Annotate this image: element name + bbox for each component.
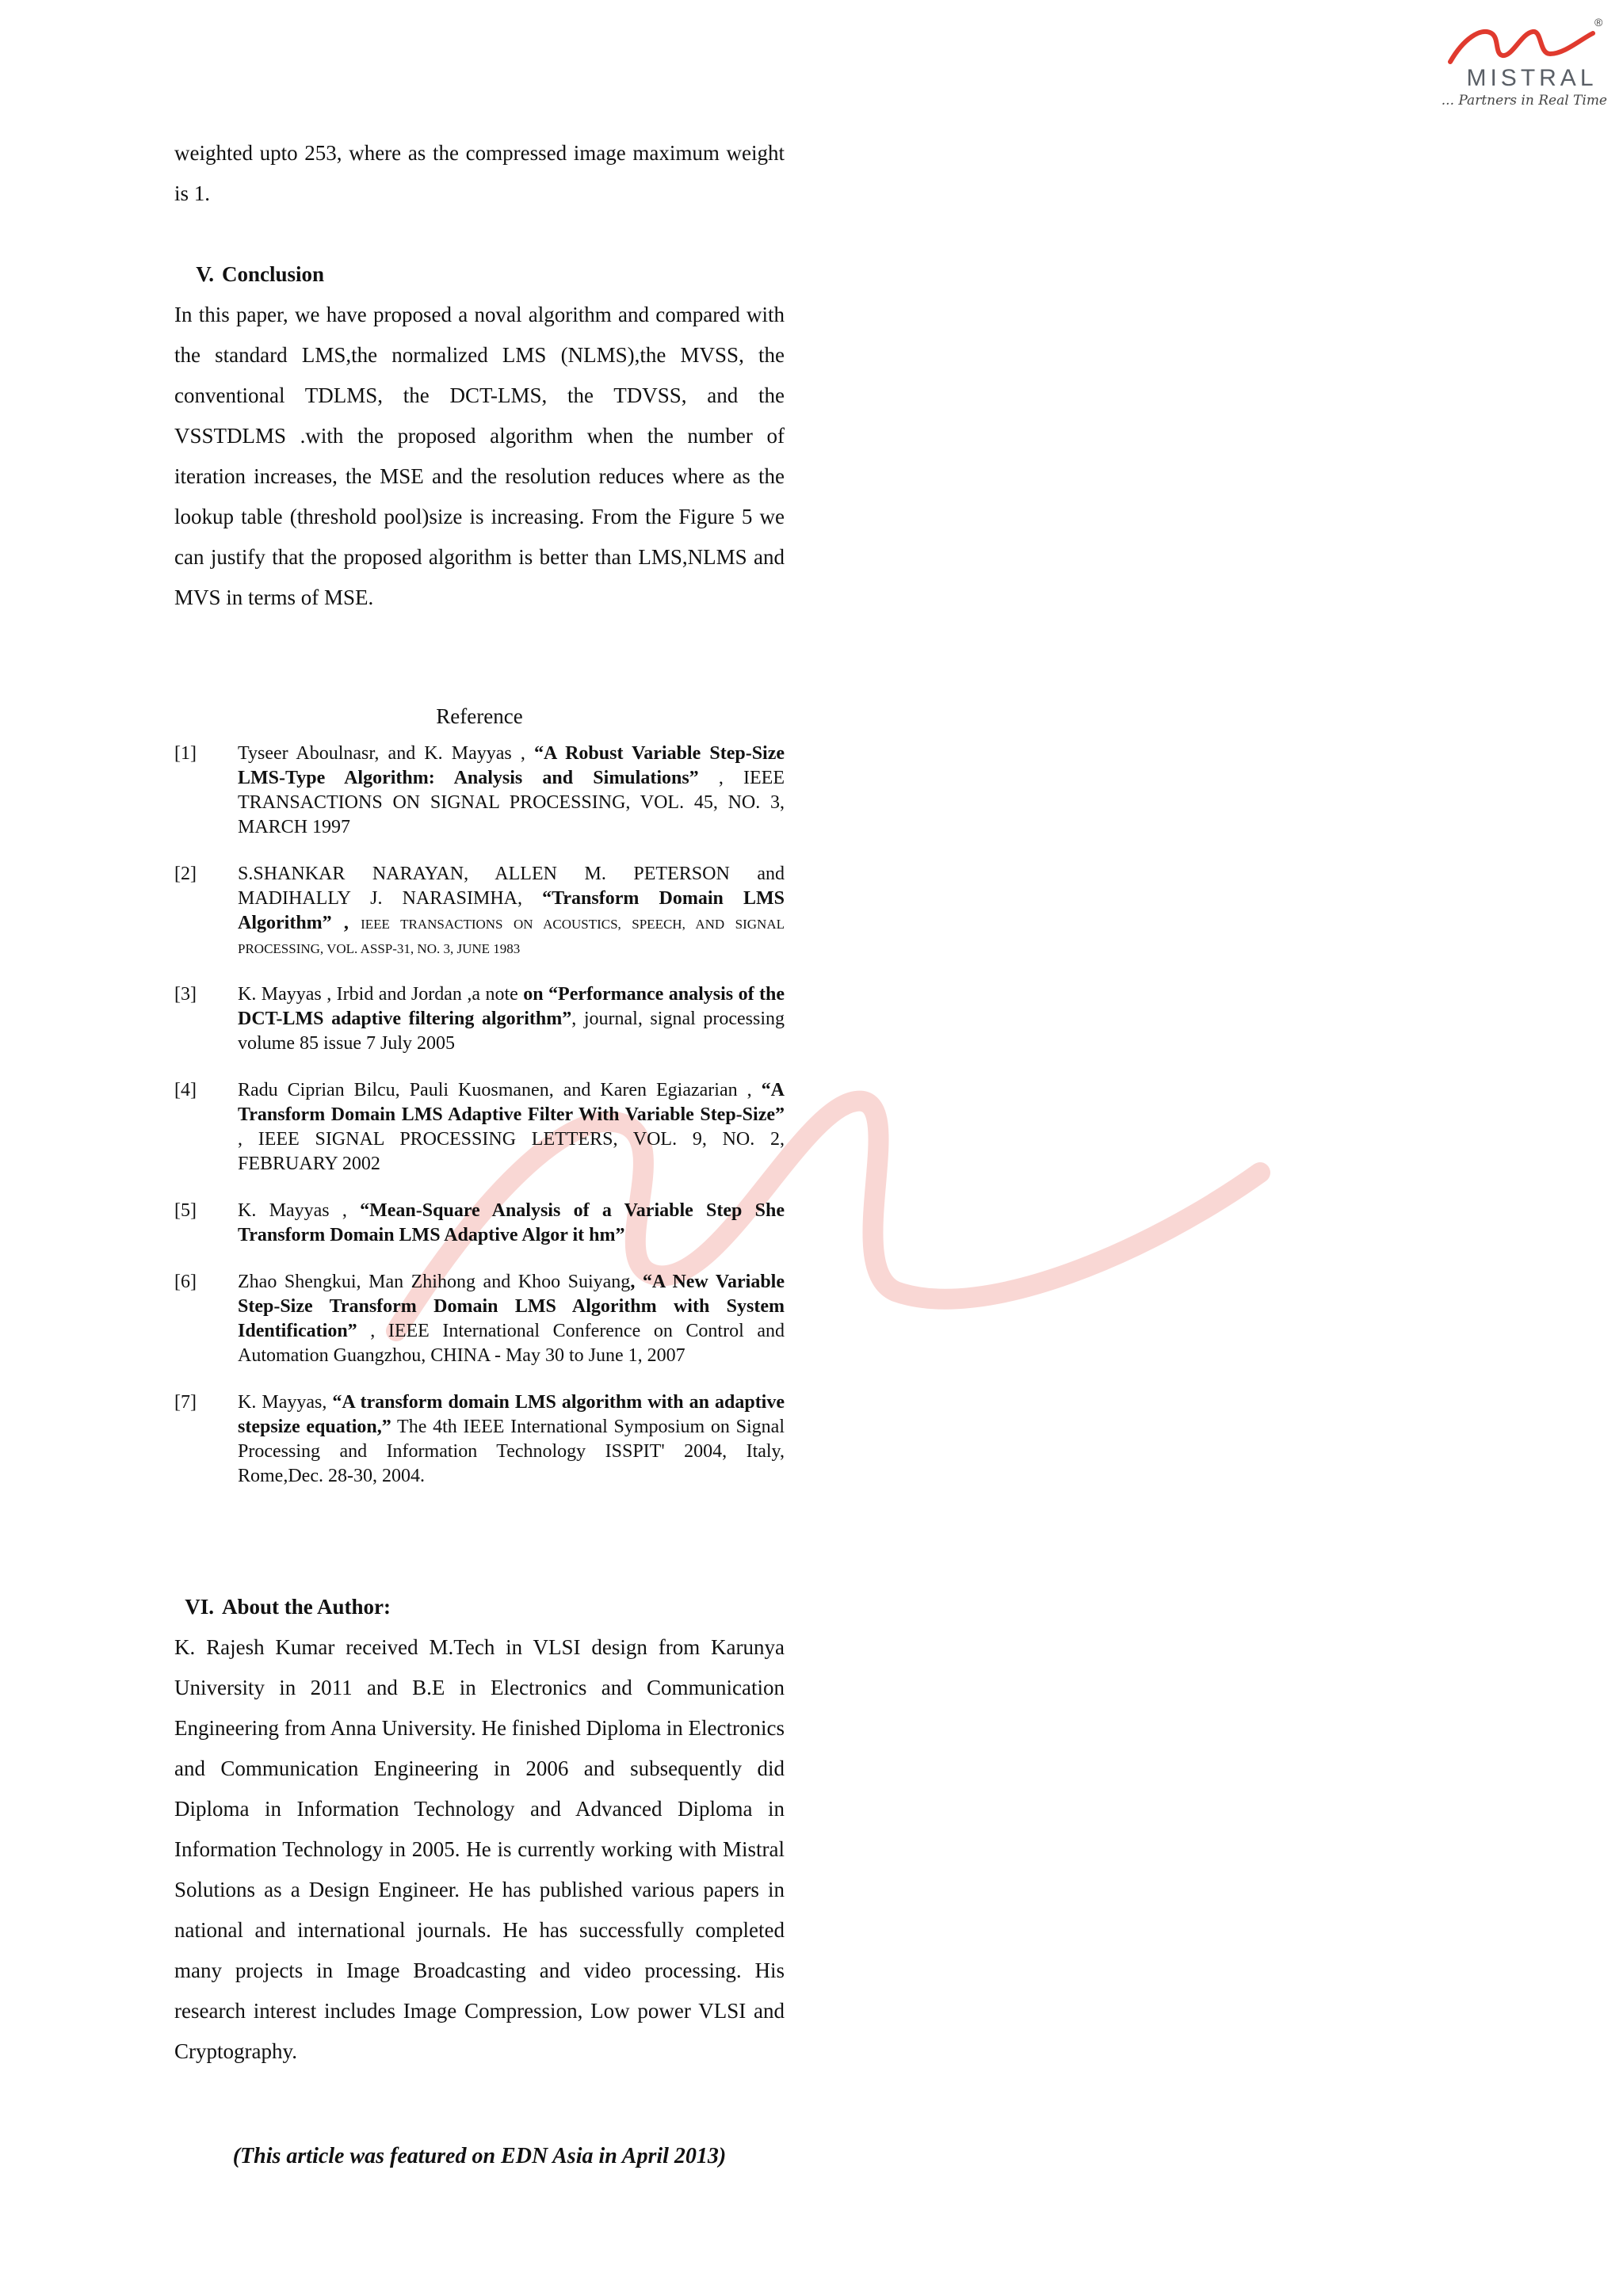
intro-section — [174, 133, 785, 214]
reference-title: “A Transform Domain LMS Adaptive Filter With Variable Step-Size” — [238, 1080, 785, 1125]
reference-authors: Radu Ciprian Bilcu, Pauli Kuosmanen, and Karen Egiazarian , — [238, 1080, 752, 1100]
conclusion-paragraph: In this paper, we have proposed a noval algorithm and compared with the standard LMS,the normalized LMS (NLMS),the MVSS, the conventional TDLMS, the DCT-LMS, the TDVSS, and the VSSTDLMS .with the proposed algorithm when the number of iteration increases, the MSE and the resolution reduces where as the lookup table (threshold pool)size is increasing. From the Figure 5 we can justify that the proposed algorithm is better than LMS,NLMS and MVS in terms of MSE. — [174, 303, 785, 609]
registered-mark: ® — [1594, 16, 1603, 29]
logo-tagline: ... Partners in Real Time — [1441, 93, 1607, 109]
reference-title: “A transform domain LMS algorithm with an adaptive stepsize equation,” — [238, 1392, 785, 1437]
conclusion-heading — [174, 258, 785, 290]
reference-item — [174, 742, 785, 840]
reference-number: [5] — [174, 1200, 197, 1221]
reference-authors: K. Mayyas , — [238, 1200, 347, 1221]
conclusion-title: Conclusion — [222, 262, 325, 286]
reference-source: , IEEE International Conference on Control and Automation Guangzhou, CHINA - May 30 to June 1, 2007 — [238, 1321, 785, 1366]
author-heading — [174, 1591, 785, 1623]
reference-title: “Transform Domain LMS Algorithm” , — [238, 888, 785, 933]
intro-paragraph: weighted upto 253, where as the compressed image maximum weight is 1. — [174, 141, 785, 205]
reference-item — [174, 1199, 785, 1248]
reference-item — [174, 1390, 785, 1489]
reference-list — [174, 742, 785, 1511]
reference-source: , IEEE TRANSACTIONS ON SIGNAL PROCESSING, VOL. 45, NO. 3, MARCH 1997 — [238, 768, 785, 837]
reference-authors: K. Mayyas , Irbid and Jordan ,a note — [238, 984, 518, 1005]
author-section — [174, 1591, 785, 2072]
reference-authors: S.SHANKAR NARAYAN, ALLEN M. PETERSON and MADIHALLY J. NARASIMHA, — [238, 864, 785, 909]
reference-number: [2] — [174, 864, 197, 884]
conclusion-section — [174, 258, 785, 618]
reference-authors: K. Mayyas, — [238, 1392, 327, 1413]
reference-title: on “Performance analysis of the DCT-LMS adaptive filtering algorithm” — [238, 984, 785, 1029]
author-title: About the Author: — [222, 1595, 391, 1619]
reference-item — [174, 982, 785, 1056]
reference-source: , journal, signal processing volume 85 issue 7 July 2005 — [238, 1009, 785, 1054]
reference-item — [174, 862, 785, 960]
reference-authors: Tyseer Aboulnasr, and K. Mayyas , — [238, 743, 525, 764]
reference-title: “A Robust Variable Step-Size LMS-Type Algorithm: Analysis and Simulations” — [238, 743, 785, 788]
reference-source: The 4th IEEE International Symposium on Signal Processing and Information Technology ISSPIT' 2004, Italy, Rome,Dec. 28-30, 2004. — [238, 1417, 785, 1486]
reference-title: , “A New Variable Step-Size Transform Domain LMS Algorithm with System Identification” — [238, 1272, 785, 1341]
reference-item — [174, 1270, 785, 1368]
reference-number: [7] — [174, 1392, 197, 1413]
logo-wordmark: MISTRAL — [1466, 65, 1598, 91]
reference-number: [1] — [174, 743, 197, 764]
reference-title: “Mean-Square Analysis of a Variable Step She Transform Domain LMS Adaptive Algor it hm” — [238, 1200, 785, 1245]
references-title: Reference — [436, 704, 523, 728]
author-number: VI. — [185, 1595, 214, 1619]
reference-number: [4] — [174, 1080, 197, 1100]
reference-item — [174, 1078, 785, 1177]
conclusion-number: V. — [196, 262, 214, 286]
reference-source: , IEEE SIGNAL PROCESSING LETTERS, VOL. 9, NO. 2, FEBRUARY 2002 — [238, 1129, 785, 1174]
reference-source: IEEE TRANSACTIONS ON ACOUSTICS, SPEECH, AND SIGNAL PROCESSING, VOL. ASSP-31, NO. 3, JUNE 1983 — [238, 917, 785, 956]
reference-authors: Zhao Shengkui, Man Zhihong and Khoo Suiyang — [238, 1272, 631, 1292]
reference-number: [6] — [174, 1272, 197, 1292]
author-paragraph: K. Rajesh Kumar received M.Tech in VLSI design from Karunya University in 2011 and B.E in Electronics and Communication Engineering from Anna University. He finished Diploma in Electronics and Communication Engineering in 2006 and subsequently did Diploma in Information Technology and Advanced Diploma in Information Technology in 2005. He is currently working with Mistral Solutions as a Design Engineer. He has published various papers in national and international journals. He has successfully completed many projects in Image Broadcasting and video processing. His research interest includes Image Compression, Low power VLSI and Cryptography. — [174, 1635, 785, 2063]
reference-number: [3] — [174, 984, 197, 1005]
featured-note: (This article was featured on EDN Asia in April 2013) — [232, 2144, 727, 2168]
